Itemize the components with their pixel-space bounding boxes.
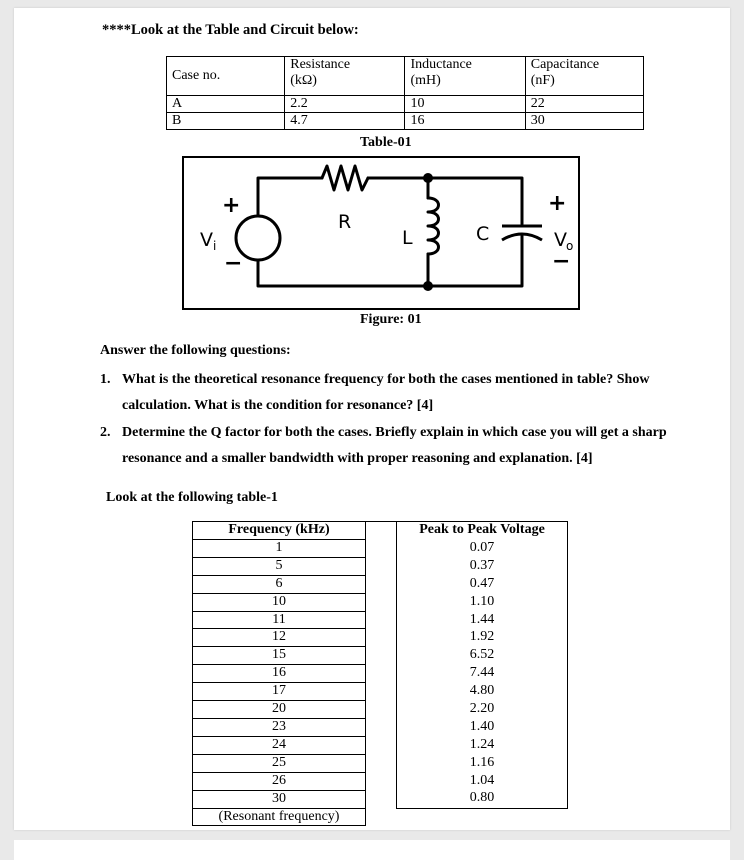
column-gap — [366, 522, 397, 540]
table-cell: 2.2 — [285, 96, 405, 113]
column-gap — [366, 647, 397, 665]
heading: ****Look at the Table and Circuit below: — [102, 22, 359, 38]
frequency-cell: 1 — [193, 539, 366, 557]
table-cell: A — [167, 96, 285, 113]
frequency-cell: 12 — [193, 629, 366, 647]
table-row — [193, 718, 568, 736]
vi-plus-label: + — [222, 193, 241, 218]
frequency-cell: 26 — [193, 772, 366, 790]
wire-bottom — [258, 258, 428, 286]
header-case: Case no. — [167, 57, 285, 96]
inductor-label: L — [402, 227, 413, 249]
vo-plus-label: + — [548, 191, 567, 216]
column-gap — [366, 808, 397, 826]
table-row — [193, 754, 568, 772]
figure-caption: Figure: 01 — [360, 312, 422, 327]
frequency-cell: 5 — [193, 557, 366, 575]
table-row — [193, 701, 568, 719]
table-row — [193, 736, 568, 754]
next-page-edge — [14, 840, 730, 860]
table-row — [193, 790, 568, 808]
frequency-cell: 20 — [193, 701, 366, 719]
frequency-cell: 17 — [193, 683, 366, 701]
table-intro-label: Look at the following table-1 — [106, 490, 278, 505]
voltage-cell: 0.80 — [397, 790, 568, 808]
frequency-cell: 30 — [193, 790, 366, 808]
vo-subscript: o — [566, 239, 574, 253]
voltage-cell: 2.20 — [397, 701, 568, 719]
vo-minus-label: − — [552, 249, 571, 274]
voltage-cell: 1.92 — [397, 629, 568, 647]
column-gap — [366, 575, 397, 593]
voltage-cell: 0.07 — [397, 539, 568, 557]
table-row — [193, 593, 568, 611]
column-gap — [366, 593, 397, 611]
wire-top-left — [258, 178, 322, 218]
table-row — [167, 96, 644, 113]
column-gap — [366, 629, 397, 647]
voltage-cell: 1.44 — [397, 611, 568, 629]
resonant-frequency-note: (Resonant frequency) — [193, 808, 366, 826]
column-gap — [366, 718, 397, 736]
table-row — [193, 629, 568, 647]
circuit-diagram — [184, 158, 578, 308]
column-gap — [366, 736, 397, 754]
wire-bottom-right — [428, 236, 522, 286]
table-row — [193, 557, 568, 575]
table-row — [193, 665, 568, 683]
table-row — [193, 683, 568, 701]
voltage-cell: 7.44 — [397, 665, 568, 683]
circuit-figure — [182, 156, 580, 310]
table-footer-row — [193, 808, 568, 826]
header-capacitance: Capacitance (nF) — [525, 57, 643, 96]
voltage-source-icon — [236, 216, 280, 260]
frequency-cell: 23 — [193, 718, 366, 736]
voltage-cell: 1.04 — [397, 772, 568, 790]
voltage-cell: 1.40 — [397, 718, 568, 736]
frequency-table-header — [193, 522, 568, 540]
column-gap — [366, 683, 397, 701]
column-gap — [366, 557, 397, 575]
vi-label: V — [200, 229, 213, 251]
voltage-cell: 1.16 — [397, 754, 568, 772]
table-row — [193, 772, 568, 790]
question-2 — [100, 420, 680, 472]
wire-top-right — [428, 178, 522, 224]
header-voltage: Peak to Peak Voltage — [397, 522, 568, 540]
capacitor-label: C — [476, 223, 490, 245]
vo-label: V — [554, 229, 567, 251]
table-cell: 10 — [405, 96, 525, 113]
voltage-cell: 0.47 — [397, 575, 568, 593]
column-gap — [366, 772, 397, 790]
table-cell: B — [167, 113, 285, 130]
empty-cell — [397, 808, 568, 826]
junction-dot — [423, 281, 433, 291]
voltage-cell: 6.52 — [397, 647, 568, 665]
table-row — [193, 611, 568, 629]
table-row — [193, 539, 568, 557]
junction-dot — [423, 173, 433, 183]
document-page — [14, 8, 730, 830]
question-number: 1. — [100, 372, 111, 387]
resistor-symbol — [322, 166, 368, 190]
voltage-cell: 0.37 — [397, 557, 568, 575]
header-resistance: Resistance (kΩ) — [285, 57, 405, 96]
inductor-symbol — [428, 198, 439, 254]
column-gap — [366, 754, 397, 772]
question-text: What is the theoretical resonance frequency for both the cases mentioned in table? Show calculation. What is the condition for resonance? [4] — [122, 372, 650, 413]
header-frequency: Frequency (kHz) — [193, 522, 366, 540]
vi-minus-label: − — [224, 251, 243, 276]
column-gap — [366, 539, 397, 557]
frequency-cell: 6 — [193, 575, 366, 593]
column-gap — [366, 701, 397, 719]
frequency-cell: 25 — [193, 754, 366, 772]
frequency-cell: 11 — [193, 611, 366, 629]
frequency-cell: 16 — [193, 665, 366, 683]
frequency-voltage-table — [192, 521, 568, 826]
table-row — [193, 575, 568, 593]
table-row — [193, 647, 568, 665]
voltage-cell: 1.10 — [397, 593, 568, 611]
resistor-label: R — [338, 211, 352, 233]
column-gap — [366, 611, 397, 629]
frequency-cell: 10 — [193, 593, 366, 611]
question-1 — [100, 367, 680, 419]
parameter-table — [166, 56, 644, 130]
table-caption: Table-01 — [360, 135, 412, 150]
frequency-cell: 15 — [193, 647, 366, 665]
table-cell: 4.7 — [285, 113, 405, 130]
column-gap — [366, 790, 397, 808]
column-gap — [366, 665, 397, 683]
table-row — [167, 113, 644, 130]
header-inductance: Inductance (mH) — [405, 57, 525, 96]
voltage-cell: 1.24 — [397, 736, 568, 754]
voltage-cell: 4.80 — [397, 683, 568, 701]
parameter-table-header — [167, 57, 644, 96]
question-text: Determine the Q factor for both the cases. Briefly explain in which case you will get a sharp resonance and a smaller bandwidth with proper reasoning and explanation. [4] — [122, 425, 667, 466]
answer-heading: Answer the following questions: — [100, 343, 291, 358]
frequency-cell: 24 — [193, 736, 366, 754]
table-cell: 16 — [405, 113, 525, 130]
table-cell: 22 — [525, 96, 643, 113]
vi-subscript: i — [213, 239, 217, 253]
question-number: 2. — [100, 425, 111, 440]
table-cell: 30 — [525, 113, 643, 130]
